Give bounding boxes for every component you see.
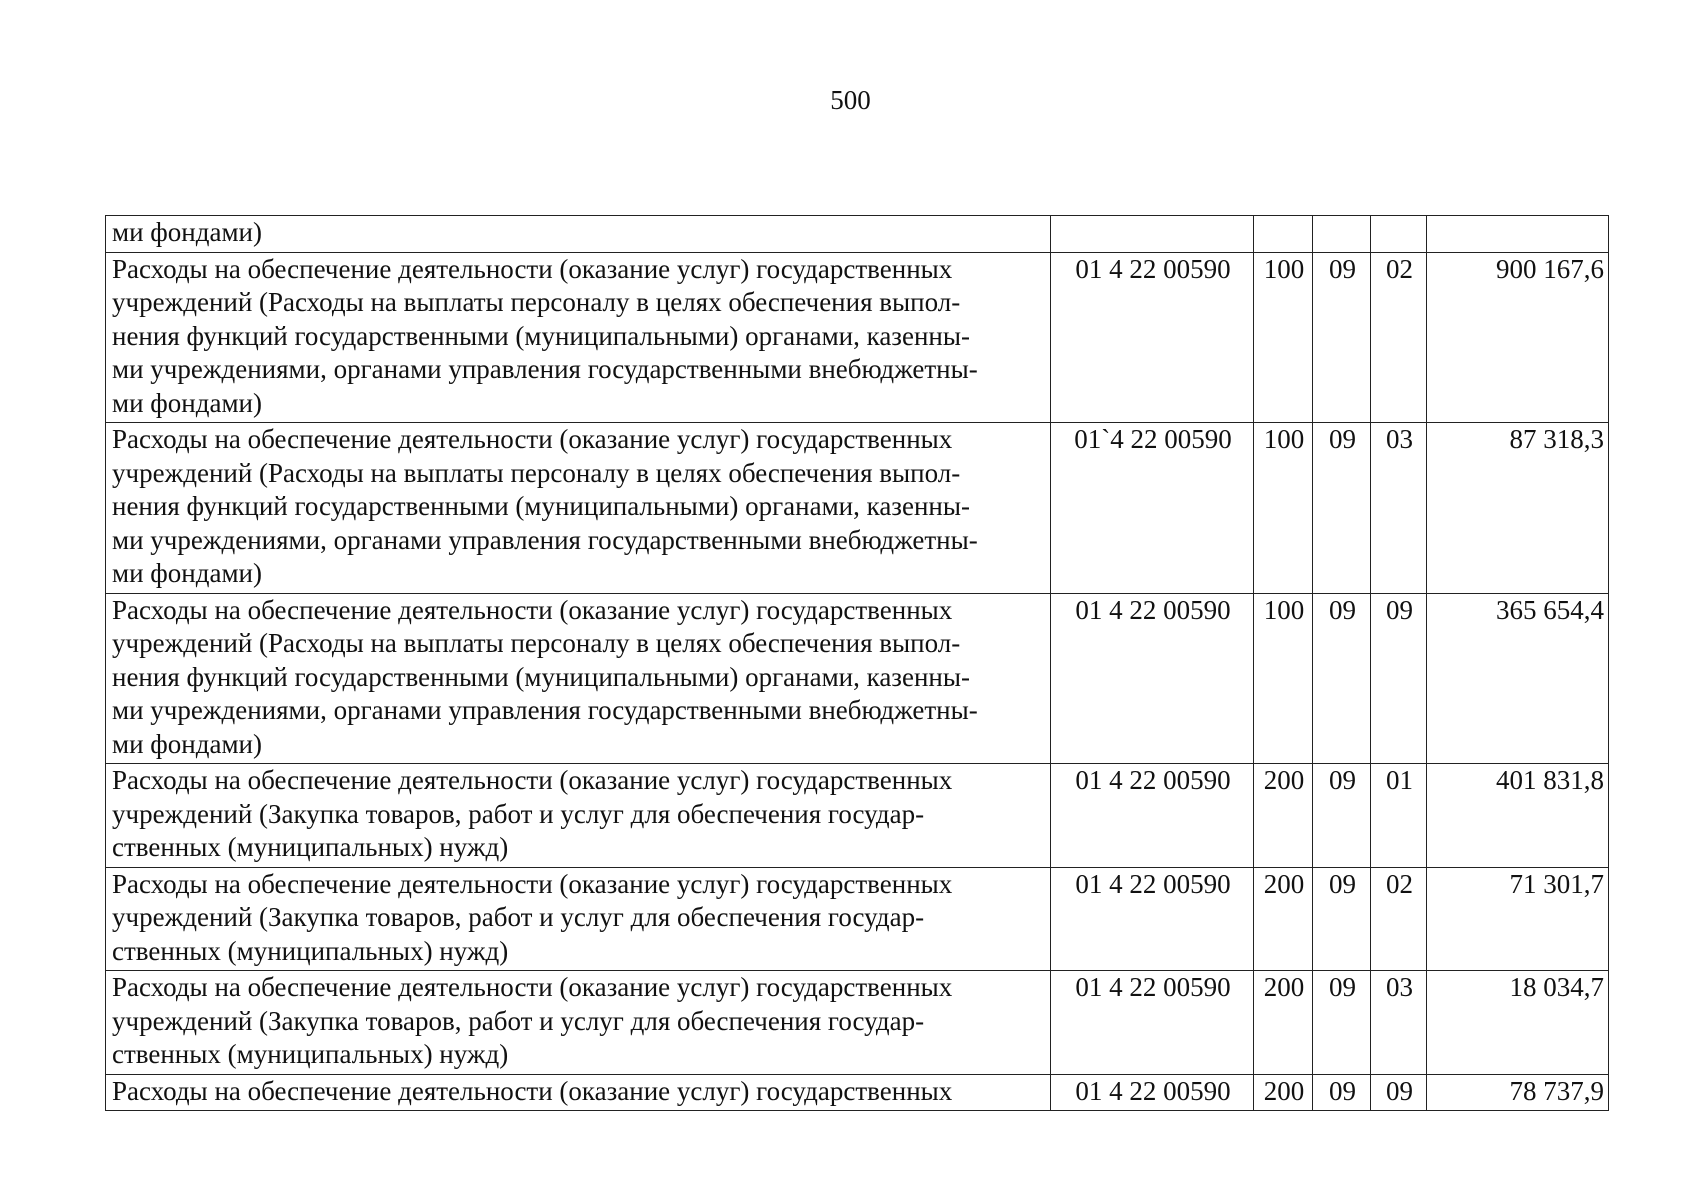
description-cell bbox=[106, 593, 1051, 764]
section-cell bbox=[1313, 216, 1371, 253]
table-row bbox=[106, 593, 1609, 764]
description-cell bbox=[106, 971, 1051, 1075]
subsection-cell: 02 bbox=[1371, 252, 1427, 423]
amount-cell: 900 167,6 bbox=[1427, 252, 1609, 423]
table-row bbox=[106, 252, 1609, 423]
target-article-cell: 01 4 22 00590 bbox=[1051, 593, 1254, 764]
budget-table bbox=[105, 215, 1609, 1111]
description-cell bbox=[106, 252, 1051, 423]
description-text: Расходы на обеспечение деятельности (оказание услуг) государственных учреждений (Закупка товаров, работ и услуг для обеспечения государ- ственных (муниципальных) нужд) bbox=[112, 972, 953, 1069]
table-row bbox=[106, 867, 1609, 971]
expense-type-cell: 200 bbox=[1254, 1074, 1313, 1111]
description-cell bbox=[106, 867, 1051, 971]
section-cell: 09 bbox=[1313, 1074, 1371, 1111]
target-article-cell: 01 4 22 00590 bbox=[1051, 971, 1254, 1075]
target-article-cell: 01 4 22 00590 bbox=[1051, 867, 1254, 971]
description-cell bbox=[106, 423, 1051, 594]
expense-type-cell: 200 bbox=[1254, 867, 1313, 971]
target-article-cell bbox=[1051, 216, 1254, 253]
subsection-cell: 09 bbox=[1371, 593, 1427, 764]
description-cell bbox=[106, 1074, 1051, 1111]
amount-cell bbox=[1427, 216, 1609, 253]
subsection-cell: 01 bbox=[1371, 764, 1427, 868]
section-cell: 09 bbox=[1313, 423, 1371, 594]
description-text: Расходы на обеспечение деятельности (оказание услуг) государственных учреждений (Расходы на выплаты персоналу в целях обеспечения выпол- нения функций государственными (муниципальными) органами, казенны- ми учреждениями, органами управления государственными внебюджетны- ми фондами) bbox=[112, 594, 978, 759]
table-row bbox=[106, 971, 1609, 1075]
target-article-cell: 01 4 22 00590 bbox=[1051, 252, 1254, 423]
target-article-cell: 01`4 22 00590 bbox=[1051, 423, 1254, 594]
section-cell: 09 bbox=[1313, 867, 1371, 971]
expense-type-cell: 100 bbox=[1254, 593, 1313, 764]
subsection-cell: 03 bbox=[1371, 971, 1427, 1075]
page-number: 500 bbox=[830, 85, 871, 115]
expense-type-cell bbox=[1254, 216, 1313, 253]
table-row bbox=[106, 423, 1609, 594]
description-cell bbox=[106, 216, 1051, 253]
table-row bbox=[106, 216, 1609, 253]
expense-type-cell: 100 bbox=[1254, 423, 1313, 594]
section-cell: 09 bbox=[1313, 764, 1371, 868]
expense-type-cell: 200 bbox=[1254, 764, 1313, 868]
amount-cell: 87 318,3 bbox=[1427, 423, 1609, 594]
amount-cell: 78 737,9 bbox=[1427, 1074, 1609, 1111]
budget-table-body bbox=[106, 216, 1609, 1111]
subsection-cell bbox=[1371, 216, 1427, 253]
expense-type-cell: 200 bbox=[1254, 971, 1313, 1075]
description-text: Расходы на обеспечение деятельности (оказание услуг) государственных учреждений (Расходы на выплаты персоналу в целях обеспечения выпол- нения функций государственными (муниципальными) органами, казенны- ми учреждениями, органами управления государственными внебюджетны- ми фондами) bbox=[112, 424, 978, 588]
description-text: Расходы на обеспечение деятельности (оказание услуг) государственных учреждений (Расходы на выплаты персоналу в целях обеспечения выпол- нения функций государственными (муниципальными) органами, казенны- ми учреждениями, органами управления государственными внебюджетны- ми фондами) bbox=[112, 253, 978, 418]
section-cell: 09 bbox=[1313, 252, 1371, 423]
table-row bbox=[106, 764, 1609, 868]
description-text: Расходы на обеспечение деятельности (оказание услуг) государственных bbox=[112, 1075, 953, 1106]
amount-cell: 18 034,7 bbox=[1427, 971, 1609, 1075]
description-text: Расходы на обеспечение деятельности (оказание услуг) государственных учреждений (Закупка товаров, работ и услуг для обеспечения государ- ственных (муниципальных) нужд) bbox=[112, 765, 953, 862]
subsection-cell: 03 bbox=[1371, 423, 1427, 594]
subsection-cell: 02 bbox=[1371, 867, 1427, 971]
section-cell: 09 bbox=[1313, 971, 1371, 1075]
description-cell bbox=[106, 764, 1051, 868]
expense-type-cell: 100 bbox=[1254, 252, 1313, 423]
target-article-cell: 01 4 22 00590 bbox=[1051, 1074, 1254, 1111]
amount-cell: 71 301,7 bbox=[1427, 867, 1609, 971]
description-text: ми фондами) bbox=[112, 217, 262, 247]
amount-cell: 365 654,4 bbox=[1427, 593, 1609, 764]
table-row bbox=[106, 1074, 1609, 1111]
description-text: Расходы на обеспечение деятельности (оказание услуг) государственных учреждений (Закупка товаров, работ и услуг для обеспечения государ- ственных (муниципальных) нужд) bbox=[112, 868, 953, 966]
section-cell: 09 bbox=[1313, 593, 1371, 764]
subsection-cell: 09 bbox=[1371, 1074, 1427, 1111]
target-article-cell: 01 4 22 00590 bbox=[1051, 764, 1254, 868]
amount-cell: 401 831,8 bbox=[1427, 764, 1609, 868]
